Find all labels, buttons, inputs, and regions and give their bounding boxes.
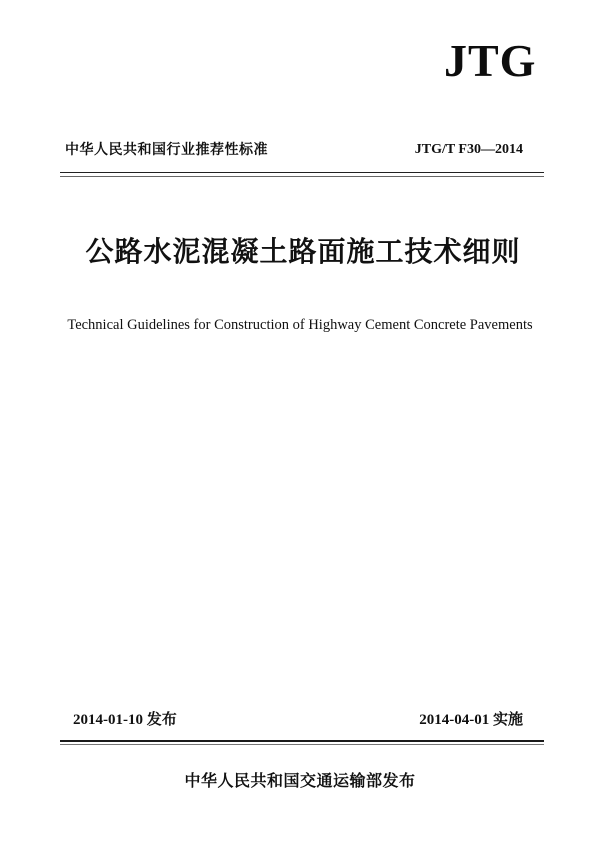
standard-category: 中华人民共和国行业推荐性标准: [65, 142, 268, 158]
footer-divider-thin: [60, 744, 544, 745]
implementation-date: 2014-04-01 实施: [419, 712, 523, 728]
publisher: 中华人民共和国交通运输部发布: [184, 771, 416, 790]
issue-date: 2014-01-10 发布: [73, 712, 177, 728]
document-title-chinese: 公路水泥混凝土路面施工技术细则: [85, 235, 521, 268]
footer-divider: [60, 740, 544, 742]
header-divider-thin: [60, 176, 544, 177]
jtg-logo: JTG: [444, 35, 537, 86]
standard-code: JTG/T F30—2014: [414, 142, 523, 157]
header-divider: [60, 172, 544, 173]
document-title-english: Technical Guidelines for Construction of Highway Cement Concrete Pavements: [67, 317, 533, 333]
